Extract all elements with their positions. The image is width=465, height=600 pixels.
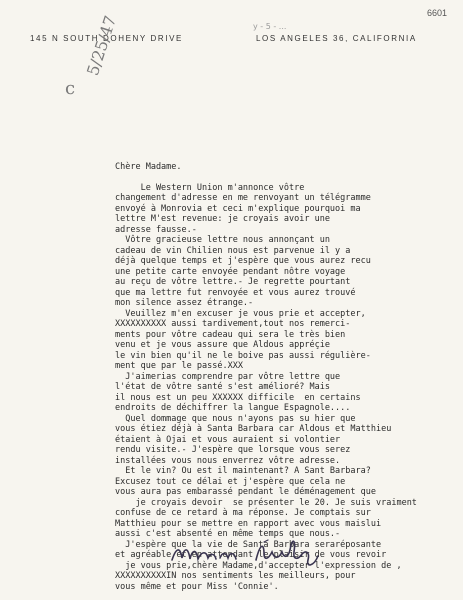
letter-line: aussi c'est absenté en même temps que nous.- — [115, 529, 341, 539]
handwritten-date: 5/25/47 — [83, 13, 121, 78]
letter-line: ments pour vôtre cadeau qui sera le très bien — [115, 329, 346, 340]
letter-line: une petite carte envoyée pendant nôtre voyage — [115, 266, 346, 277]
letter-line: cadeau de vin Chilien nous est parvenue il y a — [115, 245, 351, 256]
letter-line: je vous prie,chère Madame,d'accepter l'expression de , — [115, 560, 402, 571]
letter-line: confuse de ce retard à ma réponse. Je comptais sur — [115, 508, 371, 518]
letter-line: lettre M'est revenue: je croyais avoir une — [115, 214, 330, 224]
letter-line: vous étiez déjà à Santa Barbara car Aldous et Matthieu — [115, 424, 392, 434]
letter-line: il nous est un peu XXXXXX difficile en certains — [115, 392, 361, 403]
letter-line: changement d'adresse en me renvoyant un télégramme — [115, 193, 371, 203]
letter-line: au reçu de vôtre lettre.- Je regrette pourtant — [115, 277, 351, 287]
letter-line: XXXXXXXXXXIN nos sentiments les meilleurs, pour — [115, 571, 356, 581]
letter-line: mon silence assez étrange.- — [115, 298, 254, 308]
letter-line: déjà quelque temps et j'espère que vous aurez recu — [115, 256, 371, 266]
letter-line: vous même et pour Miss 'Connie'. — [115, 581, 279, 592]
letter-line: Le Western Union m'annonce vôtre — [115, 182, 305, 193]
letter-body — [115, 162, 445, 592]
letter-line: je croyais devoir se présenter le 20. Je suis vraiment — [115, 497, 417, 508]
letter-line: vous aura pas embarassé pendant le déménagement que — [115, 487, 376, 497]
letter-line: Vôtre gracieuse lettre nous annonçant un — [115, 235, 330, 245]
letter-line: étaient à Ojai et vous auraient si volontier — [115, 434, 341, 445]
letter-line: J'espère que la vie de Santa Barbara seraréposante — [115, 539, 382, 550]
handwritten-mark: c — [65, 78, 76, 99]
letter-line: Matthieu pour se mettre en rapport avec vous maislui — [115, 518, 382, 529]
letter-line: Quel dommage que nous n'ayons pas su hier que — [115, 413, 356, 424]
letter-line: rendu visite.- J'espère que lorsque vous serez — [115, 445, 351, 455]
letterhead-address: 145 N SOUTH DOHENY DRIVE — [30, 34, 183, 43]
signature — [168, 530, 338, 572]
letter-line: XXXXXXXXXX aussi tardivement,tout nos remerci- — [115, 319, 351, 329]
letter-line: et agréable et en attendant le plaisir de vous revoir — [115, 550, 387, 560]
file-number: 6601 — [427, 8, 448, 18]
letter-line: endroits de déchiffrer la langue Espagnole.... — [115, 403, 351, 413]
letterhead-city: LOS ANGELES 36, CALIFORNIA — [256, 34, 417, 43]
letter-line: venu et je vous assure que Aldous appréçie — [115, 340, 330, 350]
letter-line: J'aimerias comprendre par vôtre lettre que — [115, 371, 341, 382]
letter-line: ment que par le passé.XXX — [115, 361, 243, 371]
letter-line: Excusez tout ce délai et j'espère que cela ne — [115, 476, 346, 487]
letter-line: l'état de vôtre santé s'est amélioré? Mais — [115, 382, 330, 392]
pencil-annotation: y - 5 - ... — [253, 22, 287, 31]
letter-line: envoyé à Monrovia et ceci m'explique pourquoi ma — [115, 203, 361, 214]
letter-line: que ma lettre fut renvoyée et vous aurez trouvé — [115, 287, 356, 298]
letter-line: Veuillez m'en excuser je vous prie et accepter, — [115, 308, 366, 319]
letter-line: le vin bien qu'il ne le boive pas aussi régulière- — [115, 350, 371, 361]
salutation: Chère Madame. — [115, 162, 182, 172]
letter-line: installées vous nous enverrez vôtre adresse. — [115, 455, 341, 466]
letter-line: adresse fausse.- — [115, 224, 197, 235]
letter-line: Et le vin? Ou est il maintenant? A Sant Barbara? — [115, 466, 371, 476]
